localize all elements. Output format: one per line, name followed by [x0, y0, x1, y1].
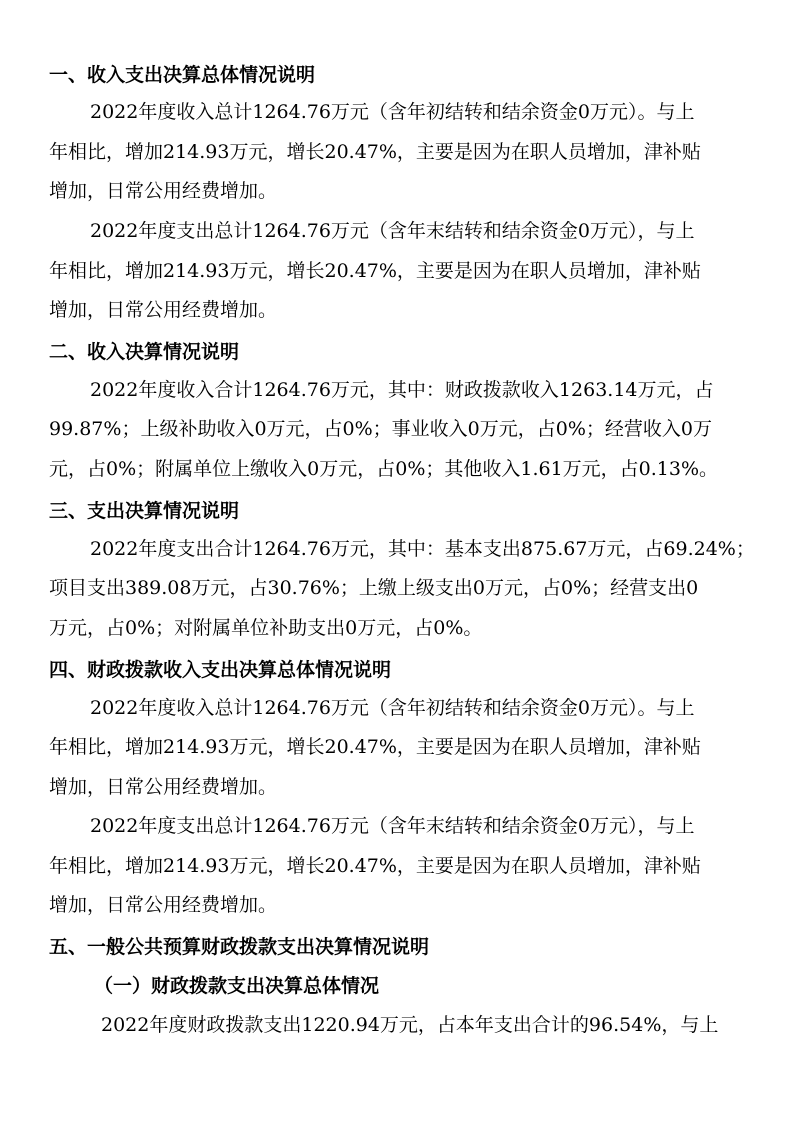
section-heading-2: 二、收入决算情况说明 [49, 341, 240, 363]
paragraph-line: 年相比，增加214.93万元，增长20.47%，主要是因为在职人员增加，津补贴 [49, 141, 701, 163]
paragraph-line: 增加，日常公用经费增加。 [49, 299, 278, 321]
paragraph-line: 增加，日常公用经费增加。 [49, 776, 278, 798]
paragraph-line: 2022年度收入总计1264.76万元（含年初结转和结余资金0万元）。与上 [90, 101, 695, 123]
paragraph-line: 2022年度支出总计1264.76万元（含年末结转和结余资金0万元），与上 [90, 815, 695, 837]
paragraph-line: 年相比，增加214.93万元，增长20.47%，主要是因为在职人员增加，津补贴 [49, 736, 701, 758]
paragraph-line: 99.87%；上级补助收入0万元，占0%；事业收入0万元，占0%；经营收入0万 [49, 418, 712, 440]
section-heading-5: 五、一般公共预算财政拨款支出决算情况说明 [49, 936, 430, 958]
paragraph-line: 增加，日常公用经费增加。 [49, 180, 278, 202]
paragraph-line: 2022年度财政拨款支出1220.94万元，占本年支出合计的96.54%，与上 [101, 1014, 719, 1036]
paragraph-line: 项目支出389.08万元，占30.76%；上缴上级支出0万元，占0%；经营支出0 [49, 577, 699, 599]
paragraph-line: 2022年度支出总计1264.76万元（含年末结转和结余资金0万元），与上 [90, 220, 695, 242]
section-heading-4: 四、财政拨款收入支出决算总体情况说明 [49, 659, 392, 681]
paragraph-line: 增加，日常公用经费增加。 [49, 894, 278, 916]
paragraph-line: 2022年度收入总计1264.76万元（含年初结转和结余资金0万元）。与上 [90, 697, 695, 719]
paragraph-line: 年相比，增加214.93万元，增长20.47%，主要是因为在职人员增加，津补贴 [49, 855, 701, 877]
paragraph-line: 2022年度收入合计1264.76万元，其中：财政拨款收入1263.14万元，占 [90, 379, 714, 401]
subsection-heading: （一）财政拨款支出决算总体情况 [94, 975, 380, 997]
paragraph-line: 万元，占0%；对附属单位补助支出0万元，占0%。 [49, 617, 483, 639]
paragraph-line: 2022年度支出合计1264.76万元，其中：基本支出875.67万元，占69.24%； [90, 538, 755, 560]
paragraph-line: 年相比，增加214.93万元，增长20.47%，主要是因为在职人员增加，津补贴 [49, 260, 701, 282]
paragraph-line: 元，占0%；附属单位上缴收入0万元，占0%；其他收入1.61万元，占0.13%。 [49, 458, 719, 480]
section-heading-3: 三、支出决算情况说明 [49, 500, 240, 522]
section-heading-1: 一、收入支出决算总体情况说明 [49, 64, 316, 86]
